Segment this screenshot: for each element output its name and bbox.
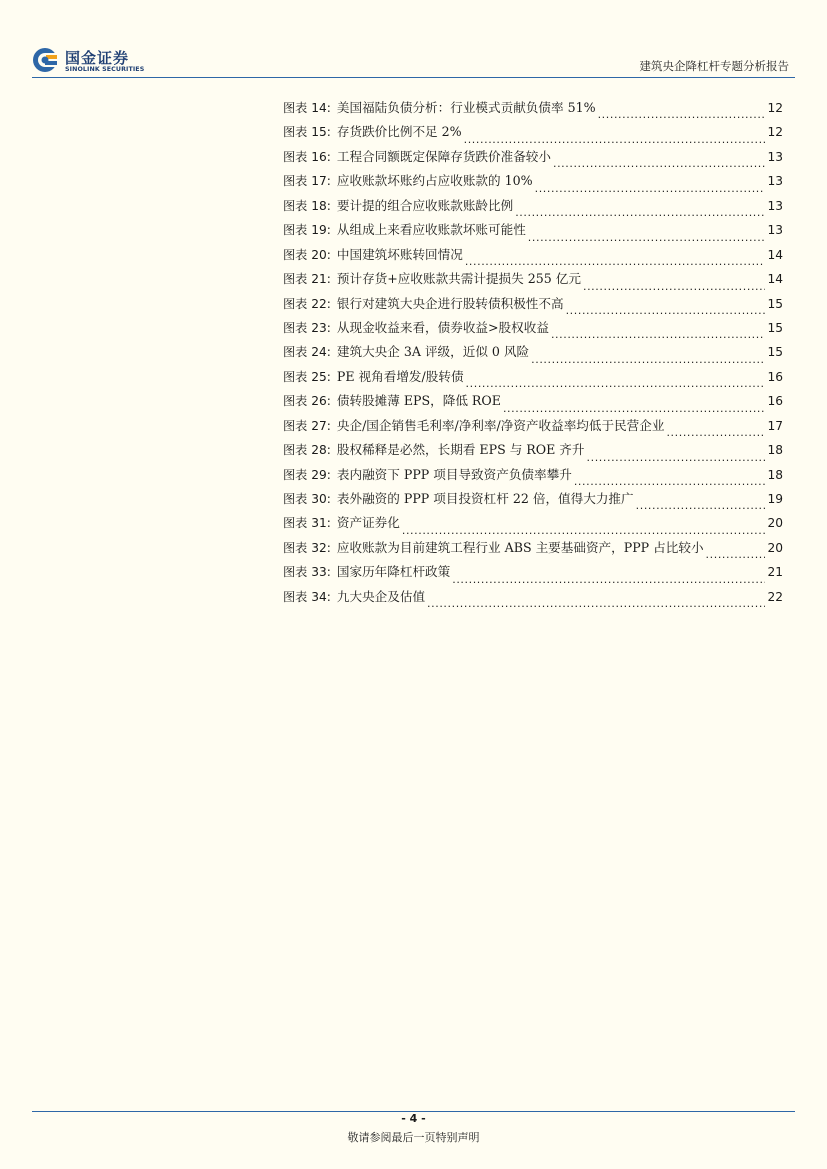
toc-entry[interactable]: [283, 442, 783, 466]
toc-dot-leader: [587, 455, 766, 467]
toc-entry-label: 图表 22:: [283, 296, 331, 311]
header-divider: [32, 77, 795, 78]
toc-dot-leader: [452, 577, 765, 589]
toc-dot-leader: [531, 357, 765, 369]
toc-entry-page: 14: [767, 272, 783, 287]
toc-entry[interactable]: [283, 100, 783, 124]
toc-entry-page: 16: [767, 369, 783, 384]
toc-dot-leader: [706, 552, 766, 564]
toc-dot-leader: [466, 381, 766, 393]
toc-entry-page: 20: [767, 516, 783, 531]
toc-dot-leader: [464, 137, 766, 149]
toc-entry-label: 图表 28:: [283, 443, 331, 458]
toc-entry-page: 17: [767, 418, 783, 433]
toc-entry[interactable]: [283, 515, 783, 539]
toc-entry-title: 从现金收益来看，债券收益>股权收益: [336, 319, 549, 335]
toc-entry-label: 图表 14:: [283, 101, 331, 115]
toc-entry-label: 图表 15:: [283, 125, 331, 140]
toc-entry[interactable]: [283, 467, 783, 491]
toc-dot-leader: [465, 259, 766, 271]
toc-dot-leader: [427, 601, 765, 613]
toc-entry[interactable]: [283, 491, 783, 515]
toc-entry-page: 18: [767, 443, 783, 458]
logo-english-name: SINOLINK SECURITIES: [65, 66, 145, 73]
toc-dot-leader: [598, 112, 766, 124]
toc-dot-leader: [636, 503, 766, 515]
toc-entry-page: 15: [767, 296, 783, 311]
figure-list: [283, 100, 783, 613]
toc-entry-title: 从组成上来看应收账款坏账可能性: [336, 222, 526, 238]
toc-entry-title: 表外融资的 PPP 项目投资杠杆 22 倍，值得大力推广: [336, 491, 634, 506]
toc-entry-title: PE 视角看增发/股转债: [336, 368, 464, 384]
page-number: - 4 -: [401, 1112, 426, 1125]
toc-entry[interactable]: [283, 271, 783, 295]
toc-entry-label: 图表 26:: [283, 394, 331, 409]
toc-entry-title: 存货跌价比例不足 2%: [336, 124, 462, 140]
toc-entry-label: 图表 21:: [283, 272, 331, 287]
toc-entry-label: 图表 30:: [283, 492, 331, 506]
toc-entry-label: 图表 19:: [283, 223, 331, 238]
toc-entry-page: 19: [767, 492, 783, 506]
toc-entry[interactable]: [283, 564, 783, 588]
toc-entry-label: 图表 17:: [283, 174, 331, 189]
toc-entry-title: 要计提的组合应收账款账龄比例: [336, 197, 514, 213]
toc-entry-page: 16: [767, 394, 783, 409]
toc-entry-page: 15: [767, 345, 783, 360]
company-logo: [32, 47, 162, 77]
toc-entry-page: 18: [767, 467, 783, 482]
toc-entry-label: 图表 29:: [283, 467, 331, 482]
toc-entry-label: 图表 23:: [283, 320, 331, 335]
toc-entry-title: 预计存货+应收账款共需计提损失 255 亿元: [336, 271, 581, 287]
toc-entry-page: 12: [767, 101, 783, 115]
toc-entry-title: 应收账款坏账约占应收账款的 10%: [336, 173, 533, 189]
toc-entry-label: 图表 18:: [283, 198, 331, 213]
toc-entry-title: 股权稀释是必然，长期看 EPS 与 ROE 齐升: [336, 442, 585, 458]
toc-dot-leader: [515, 210, 765, 222]
toc-dot-leader: [503, 406, 766, 418]
toc-entry[interactable]: [283, 198, 783, 222]
toc-entry[interactable]: [283, 247, 783, 271]
toc-dot-leader: [551, 332, 766, 344]
toc-entry-label: 图表 27:: [283, 418, 331, 433]
toc-entry-label: 图表 16:: [283, 149, 331, 164]
toc-entry-title: 银行对建筑大央企进行股转债积极性不高: [336, 295, 564, 311]
toc-entry[interactable]: [283, 369, 783, 393]
page-header: [0, 0, 827, 80]
toc-dot-leader: [535, 186, 766, 198]
toc-entry-label: 图表 24:: [283, 345, 331, 360]
toc-entry-label: 图表 32:: [283, 540, 331, 555]
toc-entry-page: 22: [767, 589, 783, 604]
toc-entry-title: 工程合同额既定保障存货跌价准备较小: [336, 148, 551, 164]
toc-entry-title: 表内融资下 PPP 项目导致资产负债率攀升: [336, 466, 572, 482]
toc-entry[interactable]: [283, 320, 783, 344]
toc-entry[interactable]: [283, 149, 783, 173]
toc-entry[interactable]: [283, 540, 783, 564]
toc-entry-label: 图表 31:: [283, 516, 331, 531]
toc-entry[interactable]: [283, 222, 783, 246]
toc-dot-leader: [528, 235, 766, 247]
toc-entry[interactable]: [283, 344, 783, 368]
toc-dot-leader: [553, 161, 766, 173]
toc-entry[interactable]: [283, 296, 783, 320]
toc-entry[interactable]: [283, 418, 783, 442]
toc-entry-page: 13: [767, 149, 783, 164]
toc-entry[interactable]: [283, 393, 783, 417]
toc-entry-title: 中国建筑坏账转回情况: [336, 246, 463, 262]
toc-entry-page: 12: [767, 125, 783, 140]
toc-entry-page: 21: [767, 565, 783, 580]
toc-entry-label: 图表 20:: [283, 247, 331, 262]
logo-chinese-name: 国金证券: [65, 49, 130, 67]
sinolink-logo-icon: [32, 47, 58, 73]
toc-entry-title: 国家历年降杠杆政策: [336, 564, 451, 580]
toc-entry-label: 图表 25:: [283, 369, 331, 384]
toc-entry-title: 应收账款为目前建筑工程行业 ABS 主要基础资产，PPP 占比较小: [336, 539, 704, 555]
toc-entry[interactable]: [283, 124, 783, 148]
toc-dot-leader: [583, 284, 766, 296]
toc-entry-page: 15: [767, 320, 783, 335]
toc-entry-title: 美国福陆负债分析：行业模式贡献负债率 51%: [336, 100, 596, 115]
toc-entry-title: 债转股摊薄 EPS，降低 ROE: [336, 393, 501, 409]
toc-entry-title: 建筑大央企 3A 评级，近似 0 风险: [336, 344, 530, 360]
toc-dot-leader: [666, 430, 765, 442]
toc-entry[interactable]: [283, 173, 783, 197]
toc-entry-page: 13: [767, 198, 783, 213]
toc-entry-title: 九大央企及估值: [336, 588, 426, 604]
report-title: 建筑央企降杠杆专题分析报告: [639, 59, 789, 73]
toc-entry-title: 央企/国企销售毛利率/净利率/净资产收益率均低于民营企业: [336, 417, 665, 433]
toc-dot-leader: [566, 308, 766, 320]
toc-entry-page: 13: [767, 174, 783, 189]
toc-entry-page: 14: [767, 247, 783, 262]
toc-entry-title: 资产证券化: [336, 515, 400, 531]
toc-entry-label: 图表 33:: [283, 565, 331, 580]
toc-dot-leader: [574, 479, 766, 491]
toc-entry-page: 13: [767, 223, 783, 238]
toc-entry-label: 图表 34:: [283, 589, 331, 604]
footer-disclaimer: 敬请参阅最后一页特别声明: [347, 1131, 480, 1144]
toc-entry-page: 20: [767, 540, 783, 555]
toc-dot-leader: [402, 528, 766, 540]
toc-entry[interactable]: [283, 589, 783, 613]
